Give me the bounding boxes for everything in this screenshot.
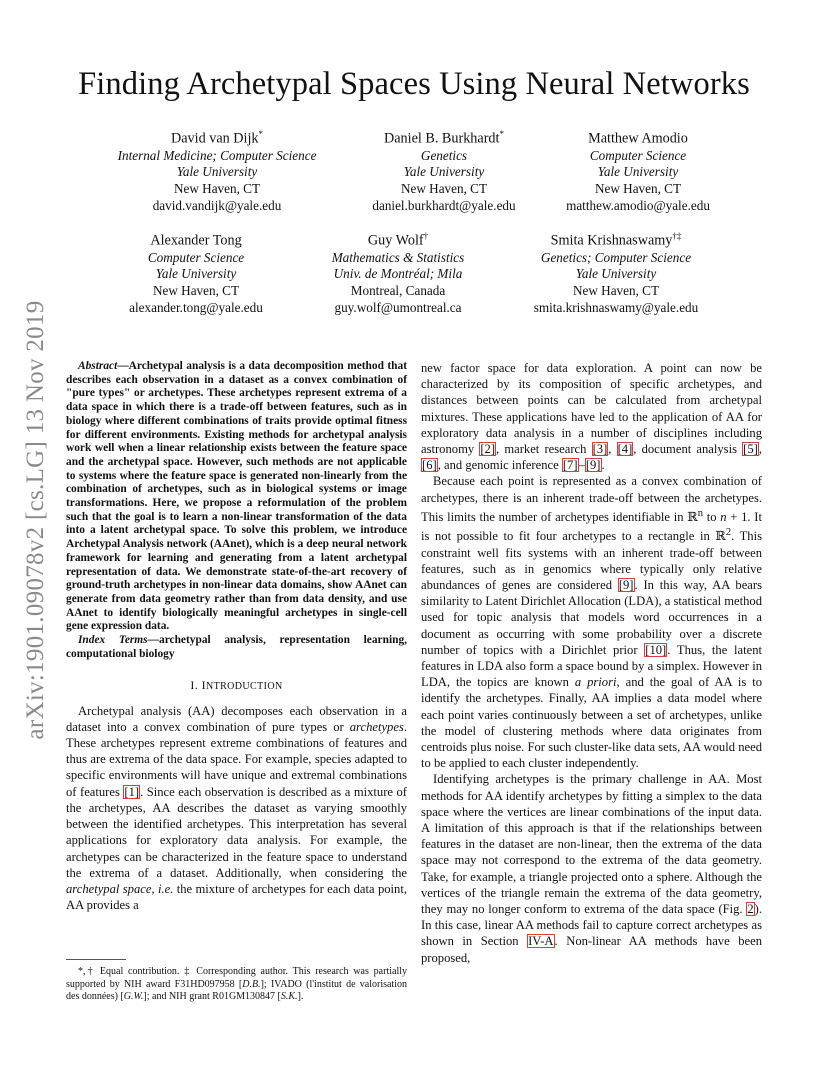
author-univ: Yale University <box>176 164 258 180</box>
citation-link[interactable]: [1] <box>124 784 140 799</box>
citation-link[interactable]: [2] <box>480 442 496 457</box>
citation-link[interactable]: [7] <box>562 458 578 473</box>
author-univ: Yale University <box>155 266 237 282</box>
citation-link[interactable]: [5] <box>743 442 758 457</box>
author-mark: * <box>499 129 504 139</box>
paragraph: Because each point is represented as a convex combination of archetypes, there is an inherent trade-off between the archetypes. This limits the number of archetypes identifiable in ℝ$^n$ to n + 1. It is not possible to fit four archetypes to a rectangle in ℝ$^2$. This constraint well fits systems with an inherent trade-off between features, such as in genomics where typically only relative abundances of genes are considered [9]. In this way, AA bears similarity to Latent Dirichlet Allocation (LDA), a statistical method used for topic analysis that models word occurrences in a document as occurring with some probability over a discrete number of topics with a Dirichlet prior [10]. Thus, the latent features in LDA also form a space bound by a simplex. However in LDA, the topics are known a priori, and the goal of AA is to identify the archetypes. Finally, AA implies a data model where each point varies continuously between a set of archetypes, unlike the model of clustering methods where data originates from centroids plus noise. For such cluster-like data sets, AA would need to be applied to each cluster independently. <box>421 474 763 771</box>
author-univ: Univ. de Montréal; Mila <box>333 266 463 282</box>
author-block <box>496 227 736 316</box>
author-email[interactable]: daniel.burkhardt@yale.edu <box>372 197 516 213</box>
author-email[interactable]: smita.krishnaswamy@yale.edu <box>533 299 699 315</box>
section-link[interactable]: IV-A <box>528 934 554 949</box>
citation-link[interactable]: [10] <box>645 642 667 657</box>
author-dept: Computer Science <box>147 249 245 265</box>
index-terms-label: Index Terms <box>78 634 148 647</box>
paragraph: new factor space for data exploration. A point can now be characterized by its composition of specific archetypes, and distances between points can be calculated from archetypal mixtures. These applications have led to the application of AA for exploratory data analysis in a number of disciplines including astronomy [2], market research [3], [4], document analysis [5], [6], and genomic inference [7]–[9]. <box>421 361 762 473</box>
citation-link[interactable]: [6] <box>422 458 437 473</box>
author-email[interactable]: alexander.tong@yale.edu <box>129 299 263 315</box>
citation-link[interactable]: [4] <box>617 442 633 457</box>
author-city: New Haven, CT <box>173 180 261 196</box>
citation-link[interactable]: [3] <box>592 442 608 457</box>
author-name: David van Dijk* <box>171 129 263 147</box>
section-number: I. <box>190 678 199 693</box>
author-dept: Mathematics & Statistics <box>331 249 465 265</box>
author-city: Montreal, Canada <box>350 282 446 298</box>
citation-link[interactable]: [9] <box>618 578 634 593</box>
abstract <box>66 360 407 634</box>
paragraph: Identifying archetypes is the primary challenge in AA. Most methods for AA identify archetypes by fitting a simplex to the data space where the vertices are linear combinations of the input data. A limitation of this approach is that if the relationships between features in the dataset are non-linear, then the extrema of the data space may not correspond to the extrema of the data geometry. Take, for example, a triangle projected onto a sphere. Although the vertices of the triangle remain the extrema of the data geometry, they may no longer conform to extrema of the data space (Fig. 2). In this case, linear AA methods fail to capture correct archetypes as shown in Section IV-A. Non-linear AA methods have been proposed, <box>421 772 762 965</box>
author-city: New Haven, CT <box>594 180 682 196</box>
author-univ: Yale University <box>597 164 679 180</box>
author-dept: Internal Medicine; Computer Science <box>117 147 317 163</box>
author-univ: Yale University <box>403 164 485 180</box>
index-terms-text: —archetypal analysis, representation learning, computational biology <box>66 634 407 660</box>
author-name: Matthew Amodio <box>588 130 688 147</box>
author-dept: Genetics <box>420 147 468 163</box>
author-dept: Computer Science <box>589 147 687 163</box>
author-city: New Haven, CT <box>400 180 488 196</box>
section-title-rest: NTRODUCTION <box>205 681 283 693</box>
author-name: Smita Krishnaswamy†‡ <box>550 231 682 249</box>
right-column <box>421 360 762 966</box>
arxiv-stamp <box>21 280 51 760</box>
author-email[interactable]: guy.wolf@umontreal.ca <box>334 299 462 315</box>
abstract-label: Abstract <box>78 360 118 372</box>
section-heading <box>66 677 407 695</box>
figure-link[interactable]: 2 <box>747 902 754 917</box>
author-name: Guy Wolf† <box>367 231 429 249</box>
author-name: Alexander Tong <box>150 232 242 249</box>
author-block <box>518 125 758 214</box>
author-name: Daniel B. Burkhardt* <box>384 129 504 147</box>
paper-title: Finding Archetypal Spaces Using Neural Networks <box>78 66 750 102</box>
left-column <box>66 360 407 1003</box>
author-mark: † <box>423 231 429 241</box>
author-mark: * <box>258 129 263 139</box>
author-city: New Haven, CT <box>572 282 660 298</box>
footnote-rule <box>66 959 126 960</box>
intro-paragraph: Archetypal analysis (AA) decomposes each observation in a dataset into a convex combination of pure types or archetypes. These archetypes represent extreme combinations of features and thus are extrema of the data space. For example, species adapted to specific environments will have unique and extremal combinations of features [1]. Since each observation is described as a mixture of the archetypes, AA describes the dataset as varying smoothly between the identified archetypes. This interpretation has several applications for exploratory data analysis. For example, the archetypes can be characterized in the feature space to understand the extrema of a dataset. Additionally, when considering the archetypal space, i.e. the mixture of archetypes for each data point, AA provides a <box>66 703 407 913</box>
abstract-text: —Archetypal analysis is a data decomposition method that describes each observation in a dataset as a convex combination of "pure types" or archetypes. These archetypes represent extrema of a data space in which there is a trade-off between features, such as in biology where different combinations of traits provide optimal fitness for different environments. Existing methods for archetypal analysis work well when a linear relationship exists between the feature space and the archetypal space. However, such methods are not applicable to systems where the feature space is generated non-linearly from the combination of archetypes, such as in biological systems or image transformations. Here, we propose a reformulation of the problem such that the goal is to learn a non-linear transformation of the data into a latent archetypal space. To solve this problem, we introduce Archetypal Analysis network (AAnet), which is a deep neural network framework for learning and generating from a latent archetypal representation of data. We demonstrate state-of-the-art recovery of ground-truth archetypes in non-linear data domains, show AAnet can generate from data geometry rather than from data density, and use AAnet to identify biologically meaningful archetypes in single-cell gene expression data. <box>66 360 407 633</box>
author-univ: Yale University <box>575 266 657 282</box>
author-email[interactable]: matthew.amodio@yale.edu <box>566 197 710 213</box>
citation-link[interactable]: [9] <box>585 458 601 473</box>
arxiv-stamp-text: arXiv:1901.09078v2 [cs.LG] 13 Nov 2019 <box>22 300 49 740</box>
author-city: New Haven, CT <box>152 282 240 298</box>
author-block <box>278 227 518 316</box>
footnote: *,† Equal contribution. ‡ Corresponding author. This research was partially supported by NIH award F31HD097958 [D.B.]; IVADO (l'institut de valorisation des données) [G.W.]; and NIH grant R01GM130847 [S.K.]. <box>66 966 407 1002</box>
author-email[interactable]: david.vandijk@yale.edu <box>152 197 282 213</box>
author-block <box>97 125 337 214</box>
index-terms <box>66 634 407 661</box>
author-dept: Genetics; Computer Science <box>540 249 692 265</box>
section-title-initial: I <box>201 678 206 693</box>
author-mark: †‡ <box>672 231 682 241</box>
